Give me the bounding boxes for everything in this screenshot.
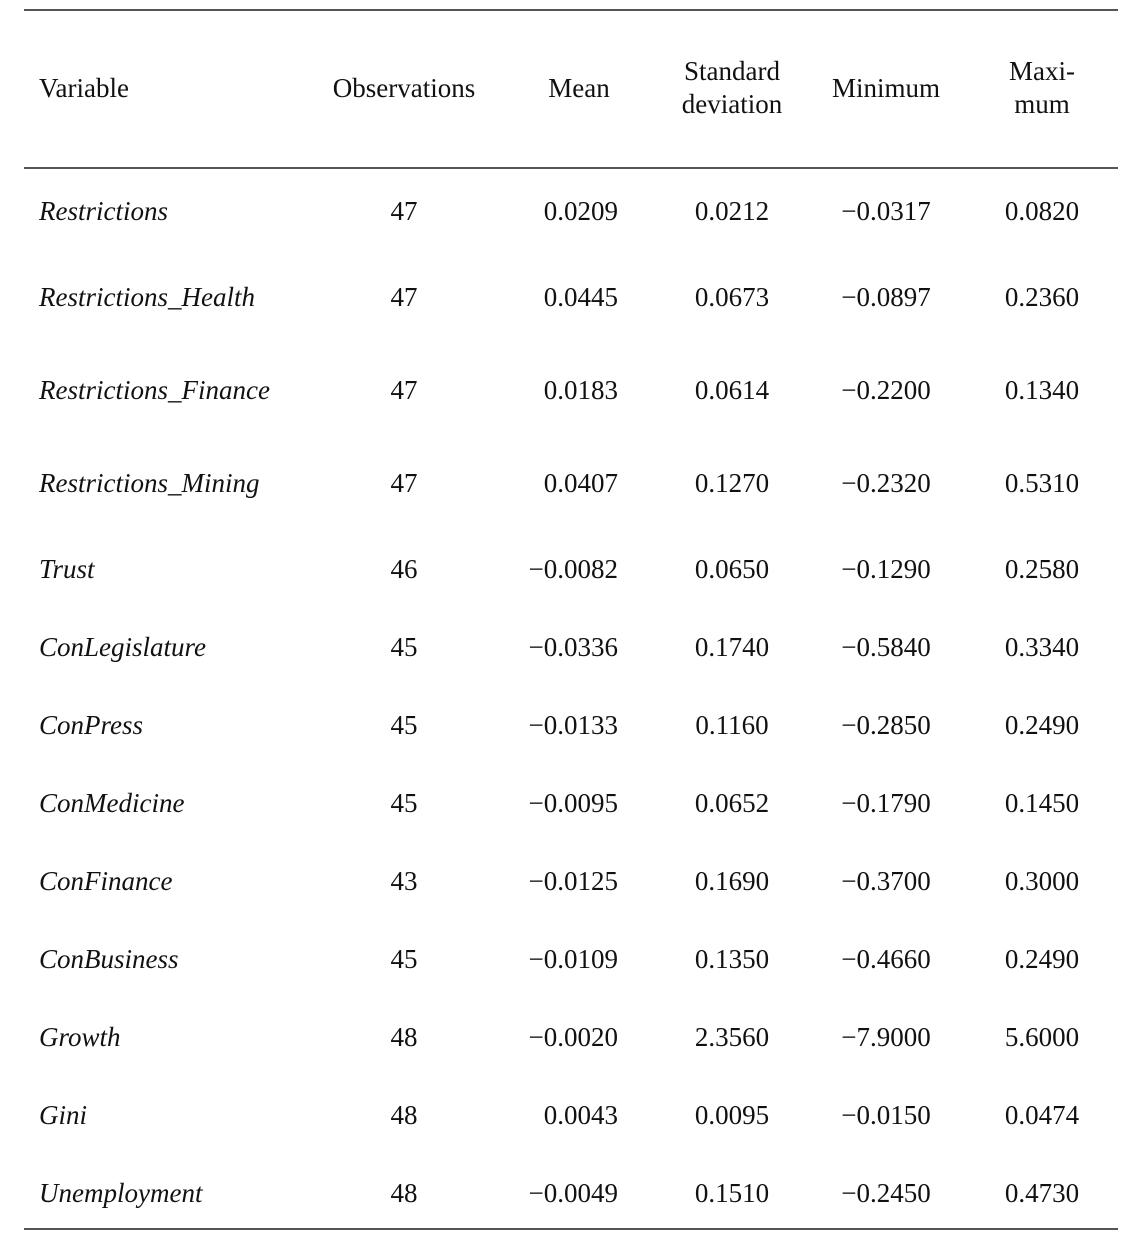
- header-observations-label: Observations: [332, 72, 476, 103]
- cell-observations: 45: [390, 788, 418, 818]
- cell-sd: 0.0095: [694, 1100, 770, 1130]
- cell-sd: 0.1270: [694, 468, 770, 498]
- cell-observations: 47: [390, 196, 418, 226]
- cell-mean: 0.0209: [543, 196, 618, 226]
- cell-mean: 0.0183: [543, 375, 618, 405]
- table-row: [24, 861, 1118, 901]
- cell-maximum: 5.6000: [1004, 1022, 1080, 1052]
- table-row: [24, 191, 1118, 231]
- cell-sd: 0.1160: [695, 710, 769, 740]
- cell-observations: 45: [390, 710, 418, 740]
- cell-maximum: 0.2360: [1004, 282, 1080, 312]
- table-row: [24, 1173, 1118, 1213]
- cell-observations: 47: [390, 375, 418, 405]
- cell-variable: Gini: [39, 1100, 88, 1130]
- cell-observations: 47: [390, 468, 418, 498]
- cell-mean: 0.0407: [543, 468, 618, 498]
- header-minimum-label: Minimum: [831, 72, 940, 103]
- header-variable-label: Variable: [39, 72, 129, 103]
- cell-observations: 45: [390, 632, 418, 662]
- cell-variable: Restrictions: [39, 196, 168, 226]
- table-row: [24, 783, 1118, 823]
- cell-variable: ConMedicine: [39, 788, 185, 818]
- header-maximum-label: Maxi- mum: [1009, 56, 1075, 119]
- cell-minimum: −0.0317: [841, 196, 931, 226]
- header-observations: [314, 9, 494, 167]
- cell-minimum: −0.0897: [841, 282, 931, 312]
- cell-observations: 48: [390, 1022, 418, 1052]
- table-row: [24, 705, 1118, 745]
- header-standard-deviation: [652, 9, 812, 167]
- cell-mean: −0.0133: [528, 710, 618, 740]
- cell-minimum: −0.4660: [841, 944, 931, 974]
- cell-mean: −0.0020: [528, 1022, 618, 1052]
- cell-minimum: −0.3700: [841, 866, 931, 896]
- cell-sd: 0.0673: [694, 282, 770, 312]
- cell-minimum: −0.1790: [841, 788, 931, 818]
- cell-maximum: 0.0820: [1004, 196, 1080, 226]
- table-row: [24, 1017, 1118, 1057]
- cell-variable: Restrictions_Finance: [39, 375, 270, 405]
- cell-minimum: −0.2450: [841, 1178, 931, 1208]
- cell-mean: −0.0109: [528, 944, 618, 974]
- table-row: [24, 277, 1118, 317]
- cell-minimum: −7.9000: [841, 1022, 931, 1052]
- cell-maximum: 0.0474: [1004, 1100, 1080, 1130]
- cell-minimum: −0.1290: [841, 554, 931, 584]
- header-mean-label: Mean: [548, 72, 610, 103]
- cell-sd: 0.0614: [694, 375, 770, 405]
- cell-observations: 48: [390, 1178, 418, 1208]
- cell-sd: 0.0652: [694, 788, 770, 818]
- cell-maximum: 0.2490: [1004, 944, 1080, 974]
- cell-mean: −0.0095: [528, 788, 618, 818]
- cell-maximum: 0.2580: [1004, 554, 1080, 584]
- cell-maximum: 0.4730: [1004, 1178, 1080, 1208]
- cell-observations: 45: [390, 944, 418, 974]
- cell-sd: 0.1740: [694, 632, 770, 662]
- cell-mean: 0.0043: [543, 1100, 618, 1130]
- header-mean: [514, 9, 644, 167]
- table-row: [24, 370, 1118, 410]
- table-row: [24, 1095, 1118, 1135]
- cell-sd: 2.3560: [694, 1022, 770, 1052]
- table-row: [24, 627, 1118, 667]
- cell-observations: 48: [390, 1100, 418, 1130]
- table-row: [24, 463, 1118, 503]
- table-row: [24, 549, 1118, 589]
- cell-variable: Trust: [39, 554, 95, 584]
- cell-observations: 46: [390, 554, 418, 584]
- cell-variable: Restrictions_Health: [39, 282, 255, 312]
- cell-variable: ConLegislature: [39, 632, 207, 662]
- cell-mean: −0.0049: [528, 1178, 618, 1208]
- cell-sd: 0.1350: [694, 944, 770, 974]
- cell-variable: Unemployment: [39, 1178, 203, 1208]
- cell-minimum: −0.0150: [841, 1100, 931, 1130]
- cell-observations: 47: [390, 282, 418, 312]
- bottom-rule: [24, 1228, 1118, 1230]
- cell-minimum: −0.5840: [841, 632, 931, 662]
- cell-variable: ConFinance: [39, 866, 173, 896]
- cell-minimum: −0.2320: [841, 468, 931, 498]
- cell-sd: 0.0212: [694, 196, 770, 226]
- cell-maximum: 0.1340: [1004, 375, 1080, 405]
- cell-minimum: −0.2200: [841, 375, 931, 405]
- header-minimum: [806, 9, 966, 167]
- cell-sd: 0.1690: [694, 866, 770, 896]
- cell-variable: Growth: [39, 1022, 121, 1052]
- cell-mean: −0.0336: [528, 632, 618, 662]
- cell-maximum: 0.2490: [1004, 710, 1080, 740]
- cell-maximum: 0.1450: [1004, 788, 1080, 818]
- cell-minimum: −0.2850: [841, 710, 931, 740]
- header-sd-label: Standard deviation: [681, 56, 783, 119]
- cell-mean: −0.0082: [528, 554, 618, 584]
- header-rule: [24, 167, 1118, 169]
- cell-variable: ConPress: [39, 710, 144, 740]
- table-header: [24, 9, 1118, 167]
- cell-sd: 0.0650: [694, 554, 770, 584]
- cell-sd: 0.1510: [694, 1178, 770, 1208]
- cell-maximum: 0.3000: [1004, 866, 1080, 896]
- cell-mean: −0.0125: [528, 866, 618, 896]
- cell-mean: 0.0445: [543, 282, 618, 312]
- header-variable: [39, 9, 239, 167]
- cell-variable: Restrictions_Mining: [39, 468, 260, 498]
- header-maximum: [962, 9, 1122, 167]
- cell-variable: ConBusiness: [39, 944, 179, 974]
- cell-observations: 43: [390, 866, 418, 896]
- cell-maximum: 0.3340: [1004, 632, 1080, 662]
- table-row: [24, 939, 1118, 979]
- cell-maximum: 0.5310: [1004, 468, 1080, 498]
